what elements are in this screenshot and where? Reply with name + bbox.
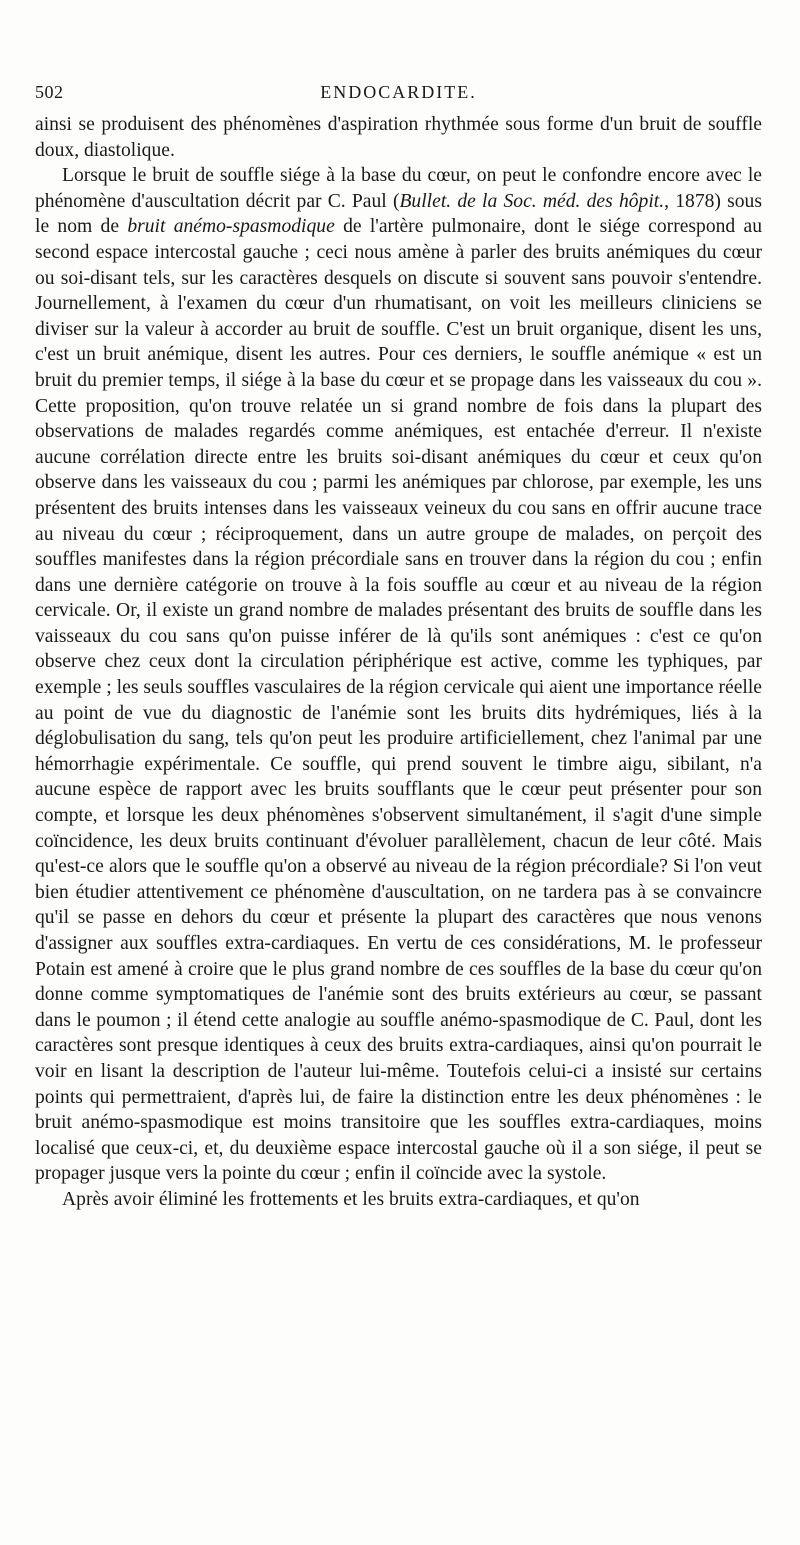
paragraph-main-text-1: Lorsque le bruit de souffle siége à la base du cœur, on peut le confondre encore avec le phénomène d'auscultation décrit par C. Paul ( [35, 165, 762, 212]
page-header [35, 82, 762, 112]
body-text [35, 112, 762, 1213]
term-italic: bruit anémo-spasmodique [127, 216, 335, 238]
page-number: 502 [35, 82, 64, 102]
paragraph-main [35, 163, 762, 1187]
paragraph-continuation: ainsi se produisent des phénomènes d'aspiration rhythmée sous forme d'un bruit de souffle doux, diastolique. [35, 114, 762, 161]
citation-reference: Bullet. de la Soc. méd. des hôpit. [399, 190, 665, 212]
paragraph-main-text-3: de l'artère pulmonaire, dont le siége correspond au second espace intercostal gauche ; ceci nous amène à parler des bruits anémiques du cœur ou soi-disant tels, sur les caractères desquels on discute si souvent sans pouvoir s'entendre. Journellement, à l'examen du cœur d'un rhumatisant, on voit les meilleurs cliniciens se diviser sur la valeur à accorder au bruit de souffle. C'est un bruit organique, disent les uns, c'est un bruit anémique, disent les autres. Pour ces derniers, le souffle anémique « est un bruit du premier temps, il siége à la base du cœur et se propage dans les vaisseaux du cou ». Cette proposition, qu'on trouve relatée un si grand nombre de fois dans la plupart des observations de malades regardés comme anémiques, est entachée d'erreur. Il n'existe aucune corrélation directe entre les bruits soi-disant anémiques du cœur et ceux qu'on observe dans les vaisseaux du cou ; parmi les anémiques par chlorose, par exemple, les uns présentent des bruits intenses dans les vaisseaux veineux du cou sans en offrir aucune trace au niveau du cœur ; réciproquement, dans un autre groupe de malades, on perçoit des souffles manifestes dans la région précordiale sans en trouver dans la région du cou ; enfin dans une dernière catégorie on trouve à la fois souffle au cœur et au niveau de la région cervicale. Or, il existe un grand nombre de malades présentant des bruits de souffle dans les vaisseaux du cou sans qu'on puisse inférer de là qu'ils sont anémiques : c'est ce qu'on observe chez ceux dont la circulation périphérique est active, comme les typhiques, par exemple ; les seuls souffles vasculaires de la région cervicale qui aient une importance réelle au point de vue du diagnostic de l'anémie sont les bruits dits hydrémiques, liés à la déglobulisation du sang, tels qu'on peut les produire artificiellement, chez l'animal par une hémorrhagie expérimentale. Ce souffle, qui prend souvent le timbre aigu, sibilant, n'a aucune espèce de rapport avec les bruits soufflants que le cœur peut présenter pour son compte, et lorsque les deux phénomènes s'observent simultanément, il s'agit d'une simple coïncidence, les deux bruits continuant d'évoluer parallèlement, chacun de leur côté. Mais qu'est-ce alors que le souffle qu'on a observé au niveau de la région précordiale? Si l'on veut bien étudier attentivement ce phénomène d'auscultation, on ne tardera pas à se convaincre qu'il se passe en dehors du cœur et présente la plupart des caractères que nous venons d'assigner aux souffles extra-cardiaques. En vertu de ces considérations, M. le professeur Potain est amené à croire que le plus grand nombre de ces souffles de la base du cœur qu'on donne comme symptomatiques de l'anémie sont des bruits extérieurs au cœur, se passant dans le poumon ; il étend cette analogie au souffle anémo-spasmodique de C. Paul, dont les caractères sont presque identiques à ceux des bruits extra-cardiaques, ainsi qu'on pourrait le voir en lisant la description de l'auteur lui-même. Toutefois celui-ci a insisté sur certains points qui permettraient, d'après lui, de faire la distinction entre les deux phénomènes : le bruit anémo-spasmodique est moins transitoire que les souffles extra-cardiaques, moins localisé que ceux-ci, et, du deuxième espace intercostal gauche où il a son siége, il peut se propager jusque vers la pointe du cœur ; enfin il coïncide avec la systole. [35, 216, 762, 1185]
running-title: ENDOCARDITE. [320, 82, 477, 102]
paragraph-main-text-2: , 1878) sous le nom de [35, 190, 762, 238]
paragraph-next: Après avoir éliminé les frottements et les bruits extra-cardiaques, et qu'on [62, 1188, 640, 1210]
